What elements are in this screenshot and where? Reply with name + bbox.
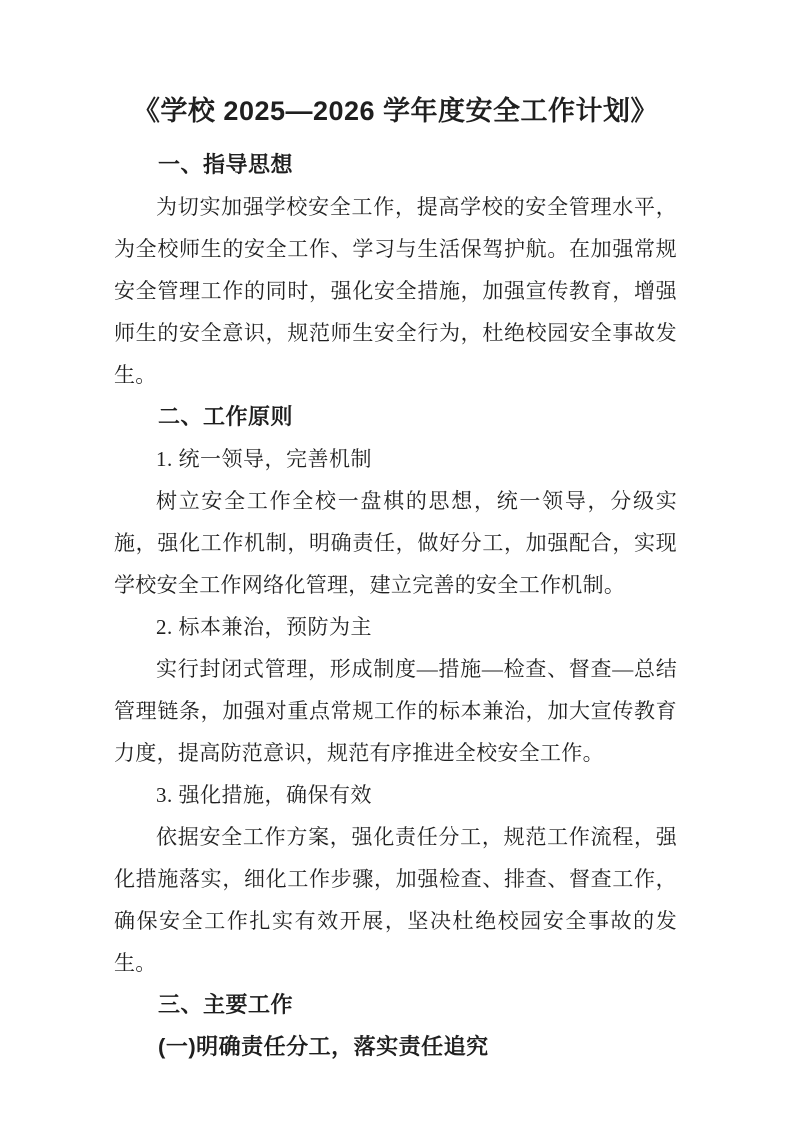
subheading-unified-leadership: 1. 统一领导，完善机制 xyxy=(156,447,372,471)
paragraph-strengthen-measures: 依据安全工作方案，强化责任分工，规范工作流程，强化措施落实，细化工作步骤，加强检查、排查、督查工作，确保安全工作扎实有效开展，坚决杜绝校园安全事故的发生。 xyxy=(114,825,677,975)
subsection-heading-responsibility: (一)明确责任分工，落实责任追究 xyxy=(158,1034,489,1059)
section-heading-main-work: 三、主要工作 xyxy=(158,992,294,1017)
paragraph-unified-leadership: 树立安全工作全校一盘棋的思想，统一领导，分级实施，强化工作机制，明确责任，做好分工，加强配合，实现学校安全工作网络化管理，建立完善的安全工作机制。 xyxy=(114,489,677,597)
section-heading-guiding-ideology: 一、指导思想 xyxy=(158,152,294,177)
document-title: 《学校 2025—2026 学年度安全工作计划》 xyxy=(132,96,659,126)
document-content xyxy=(114,84,677,1068)
subheading-prevention-first: 2. 标本兼治，预防为主 xyxy=(156,615,372,639)
subheading-strengthen-measures: 3. 强化措施，确保有效 xyxy=(156,783,372,807)
paragraph-prevention-first: 实行封闭式管理，形成制度—措施—检查、督查—总结管理链条，加强对重点常规工作的标本兼治，加大宣传教育力度，提高防范意识，规范有序推进全校安全工作。 xyxy=(114,657,677,765)
paragraph-guiding-ideology: 为切实加强学校安全工作，提高学校的安全管理水平，为全校师生的安全工作、学习与生活保驾护航。在加强常规安全管理工作的同时，强化安全措施，加强宣传教育，增强师生的安全意识，规范师生安全行为，杜绝校园安全事故发生。 xyxy=(114,195,677,387)
section-heading-work-principles: 二、工作原则 xyxy=(158,404,294,429)
